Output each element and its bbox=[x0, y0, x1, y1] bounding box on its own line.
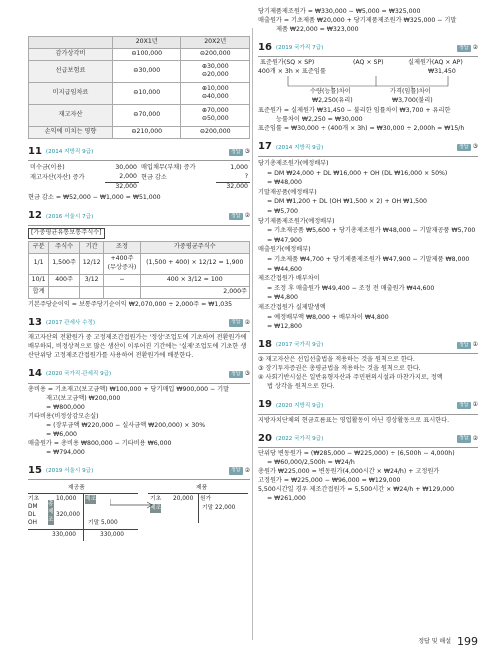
q15-line: 제품 ₩22,000 = ₩323,000 bbox=[276, 25, 359, 33]
q12-box-title: [가중평균유통보통주식수] bbox=[28, 228, 105, 239]
q19-answer: ① bbox=[472, 401, 478, 409]
q18-answer: ① bbox=[472, 340, 478, 348]
ledger1-cell: 기말 5,000 bbox=[88, 520, 118, 527]
answer-badge: 정답 bbox=[230, 148, 241, 155]
q17-line: 당기총제조원가(예정배부) bbox=[258, 159, 329, 167]
q17-line: 기말재공품(예정배부) bbox=[258, 188, 317, 196]
q17-line: = ₩5,700 bbox=[267, 207, 298, 215]
q17-line: = ₩44,600 bbox=[267, 265, 302, 273]
q17-line: 제조간접원가 배부차이 bbox=[258, 275, 320, 283]
q17-source: (2014 지방직 9급) bbox=[275, 144, 324, 151]
ledger1-vertical: 제 bbox=[48, 509, 54, 516]
q14-line: = ₩800,000 bbox=[46, 403, 85, 411]
q18-body bbox=[258, 356, 478, 392]
q18-line: ④ 사회기반시설은 일반유형자산과 주민편의시설과 마찬가지로, 정액 bbox=[258, 374, 443, 382]
table-cell: +400주 (무상증자) bbox=[104, 253, 140, 274]
q12-header bbox=[28, 209, 250, 226]
q17-line: = 기초제품 ₩4,700 + 당기제품제조원가 ₩47,900 − 기말제품 ₩8,000 bbox=[267, 256, 470, 263]
q13-answer: ② bbox=[244, 318, 250, 326]
left-column bbox=[28, 0, 250, 554]
q17-line: = 예정배부액 ₩8,000 + 배부차이 ₩4,800 bbox=[267, 313, 389, 321]
q14-line: 총비용 = 기초재고(보고금액) ₩100,000 + 당기매입 ₩900,000 − 기말 bbox=[28, 385, 230, 393]
q17-line: = 조정 후 매출원가 ₩49,400 − 조정 전 매출원가 ₩44,600 bbox=[267, 284, 435, 292]
table-cell bbox=[79, 286, 103, 298]
diag-top: 표준원가(SQ × SP) bbox=[260, 59, 315, 67]
q17-answer: ③ bbox=[472, 143, 478, 151]
ledger-cell: 미수금(이용) bbox=[30, 164, 65, 172]
q15-line: 당기제품제조원가 = ₩330,000 − ₩5,000 = ₩325,000 bbox=[258, 8, 421, 15]
q19-number: 19 bbox=[258, 399, 272, 411]
ledger1-cell: 기초 bbox=[28, 496, 40, 503]
diagram-lines bbox=[258, 59, 478, 107]
ledger1-total: 330,000 bbox=[52, 532, 76, 539]
q13-header bbox=[28, 316, 250, 333]
q17-line: = ₩12,800 bbox=[267, 323, 302, 331]
ledger-cell: 매입채무(부채) 증가 bbox=[140, 164, 196, 172]
column-header: 주식수 bbox=[49, 241, 80, 253]
transfer-arrow-icon bbox=[110, 497, 155, 509]
q15-source: (2019 서울시 9급) bbox=[45, 467, 94, 474]
ledger1-cell: 제조 bbox=[85, 496, 97, 503]
q14-number: 14 bbox=[28, 368, 42, 380]
row-value: ⊖70,000 bbox=[112, 104, 181, 126]
answer-badge: 정답 bbox=[230, 319, 241, 326]
q11-source: (2014 지방직 9급) bbox=[45, 149, 94, 156]
ledger-row bbox=[28, 183, 250, 192]
diag-bot: ₩3,700(불리) bbox=[392, 97, 433, 105]
q11-result: 현금 감소 = ₩52,000 − ₩1,000 = ₩51,000 bbox=[28, 194, 161, 202]
answer-badge: 정답 bbox=[458, 144, 469, 151]
answer-badge: 정답 bbox=[230, 467, 241, 474]
q17-line: = DM ₩24,000 + DL ₩16,000 + OH (DL ₩16,000 × 50%) bbox=[267, 169, 448, 177]
q20-source: (2022 국가직 9급) bbox=[275, 435, 324, 442]
q14-line: = (장부금액 ₩220,000 − 실사금액 ₩200,000) × 30% bbox=[46, 421, 206, 429]
ledger1-cell: OH bbox=[28, 520, 37, 527]
ledger-cell: 재고자산(자산) 증가 bbox=[30, 173, 85, 181]
page-footer bbox=[418, 634, 478, 650]
q15-answer: ② bbox=[244, 466, 250, 474]
ledger-cell: 현금 감소 bbox=[140, 173, 167, 181]
ledger2-cell: 20,000 bbox=[173, 496, 194, 503]
diag-bot: ₩2,250(유리) bbox=[312, 97, 353, 105]
table-cell: 12/12 bbox=[79, 253, 103, 274]
q15-number: 15 bbox=[28, 464, 42, 476]
q12-result: 기본주당순이익 = 보통주당기순이익 ₩2,070,000 ÷ 2,000주 = ₩1,035 bbox=[28, 300, 233, 308]
table-cell: (1,500 + 400) × 12/12 = 1,900 bbox=[140, 253, 249, 274]
q18-number: 18 bbox=[258, 338, 272, 350]
ledger-cell: 30,000 bbox=[115, 164, 137, 172]
q14-body bbox=[28, 386, 250, 458]
ledger1-midline bbox=[83, 493, 84, 541]
ledger2-midline bbox=[198, 493, 199, 523]
diag-val: 400개 × 3h × 표준임률 bbox=[258, 68, 326, 76]
q17-line: 당기제품제조원가(예정배부) bbox=[258, 217, 335, 225]
q14-line: 기타비용(비정상감모손실) bbox=[28, 412, 99, 420]
footer-label: 정답 및 해설 bbox=[418, 637, 451, 645]
q11-header bbox=[28, 145, 250, 162]
ledger2-cell: 기초 bbox=[150, 496, 162, 503]
th-y2: 20X2년 bbox=[181, 37, 250, 49]
diag-mid: 가격(임률)차이 bbox=[390, 88, 431, 96]
row-label: 손익에 미치는 영향 bbox=[29, 126, 113, 138]
row-label: 선급보험료 bbox=[29, 60, 113, 82]
answer-badge: 정답 bbox=[458, 435, 469, 442]
q16-answer: ② bbox=[472, 43, 478, 51]
table-row bbox=[29, 60, 250, 82]
q12-number: 12 bbox=[28, 210, 42, 222]
q16-number: 16 bbox=[258, 41, 272, 53]
table-cell: 10/1 bbox=[29, 274, 49, 286]
ledger-row bbox=[28, 164, 250, 173]
column-header: 기간 bbox=[79, 241, 103, 253]
table-cell: 400주 bbox=[49, 274, 80, 286]
ledger1-cell: DL bbox=[28, 512, 36, 519]
q20-line: 단위당 변동원가 = (₩285,000 − ₩225,000) ÷ (6,500h − 4,000h) bbox=[258, 450, 455, 458]
q18-source: (2017 국가직 9급) bbox=[275, 342, 324, 349]
table-cell: − bbox=[104, 274, 140, 286]
q14-line: = ₩794,000 bbox=[46, 448, 85, 456]
table-cell: 합계 bbox=[29, 286, 49, 298]
q16-line: 능률차이 ₩2,250 = ₩30,000 bbox=[276, 116, 363, 124]
table-row bbox=[29, 274, 250, 286]
ledger2-cell: 제조 bbox=[150, 505, 162, 512]
q14-line: = ₩6,000 bbox=[46, 430, 77, 438]
q12-answer: ② bbox=[244, 212, 250, 220]
column-divider bbox=[252, 28, 253, 640]
q17-line: = ₩48,000 bbox=[267, 179, 302, 187]
row-label: 재고자산 bbox=[29, 104, 113, 126]
row-label: 감가상각비 bbox=[29, 48, 113, 60]
answer-badge: 정답 bbox=[230, 213, 241, 220]
answer-badge: 정답 bbox=[230, 370, 241, 377]
diag-mid: 수량(능률)차이 bbox=[310, 88, 351, 96]
q14-header bbox=[28, 367, 250, 384]
table-row bbox=[29, 253, 250, 274]
ledger1-vertical: 조 bbox=[48, 517, 54, 524]
ledger-cell: ? bbox=[244, 173, 248, 181]
q20-body bbox=[258, 450, 478, 504]
q19-header bbox=[258, 398, 478, 415]
answer-badge: 정답 bbox=[458, 341, 469, 348]
table-cell bbox=[49, 286, 80, 298]
row-value: ⊖200,000 bbox=[181, 126, 250, 138]
table-cell: 400 × 3/12 = 100 bbox=[140, 274, 249, 286]
th-blank bbox=[29, 37, 113, 49]
row-value: ⊖100,000 bbox=[112, 48, 181, 60]
row-value: ⊕30,000 ⊖20,000 bbox=[181, 60, 250, 82]
q17-line: 제조간접원가 실제발생액 bbox=[258, 304, 326, 312]
q17-number: 17 bbox=[258, 141, 272, 153]
q13-number: 13 bbox=[28, 316, 42, 328]
ledger1-vertical: 총 bbox=[48, 501, 54, 508]
q18-line: ③ 재고자산은 선입선출법을 적용하는 것을 원칙으로 한다. bbox=[258, 356, 415, 364]
th-y1: 20X1년 bbox=[112, 37, 181, 49]
answer-badge: 정답 bbox=[458, 44, 469, 51]
ledger2-cell: 기말 22,000 bbox=[202, 505, 236, 512]
ledger-row bbox=[28, 173, 250, 182]
q20-line: = ₩261,000 bbox=[267, 495, 306, 503]
row-value: ⊖30,000 bbox=[112, 60, 181, 82]
q16-body bbox=[258, 107, 478, 134]
diag-top: 실제원가(AQ × AP) bbox=[408, 59, 463, 67]
q14-source: (2020 국가직·관세직 9급) bbox=[45, 371, 112, 378]
table-row bbox=[29, 104, 250, 126]
q18-header bbox=[258, 338, 478, 355]
table-cell: 1/1 bbox=[29, 253, 49, 274]
q17-line: = ₩47,900 bbox=[267, 236, 302, 244]
ledger-cell bbox=[28, 183, 105, 192]
page-number: 199 bbox=[457, 635, 478, 649]
row-value: ⊕70,000 ⊖50,000 bbox=[181, 104, 250, 126]
q19-text: 지방자치단체의 현금흐름표는 영업활동이 아닌 경상활동으로 표시한다. bbox=[258, 416, 450, 424]
ledger-cell bbox=[139, 183, 216, 192]
q20-number: 20 bbox=[258, 432, 272, 444]
column-header: 구분 bbox=[29, 241, 49, 253]
q13-text: 재고자산의 전환원가 중 고정제조간접원가는 '정상'조업도에 기초하여 전환원가에 배부하되, 비정상적으로 많은 생산이 이루어진 기간에는 '실제'조업도에 기초한 생산단위당 고정제조간접원가를 사용하여 전환원가에 배분한다. bbox=[28, 334, 247, 360]
row-value: ⊕10,000 ⊖40,000 bbox=[181, 82, 250, 104]
q17-line: = DM ₩1,200 + DL (OH ₩1,500 × 2) + OH ₩1,500 bbox=[267, 198, 427, 206]
right-column bbox=[258, 0, 478, 504]
q18-line: ③ 장기투자증권은 총평균법을 적용하는 것을 원칙으로 한다. bbox=[258, 365, 421, 373]
q20-line: 5,500시간일 경우 제조간접원가 = 5,500시간 × ₩24/h + ₩129,000 bbox=[258, 486, 455, 494]
q17-body bbox=[258, 159, 478, 332]
table-row bbox=[29, 126, 250, 138]
q16-source: (2019 국가직 7급) bbox=[275, 45, 324, 52]
q20-line: = ₩60,000/2,500h = ₩24/h bbox=[267, 459, 355, 467]
table-cell: 2,000주 bbox=[140, 286, 249, 298]
table-cell bbox=[104, 286, 140, 298]
q16-line: 표준임률 = ₩30,000 ÷ (400개 × 3h) = ₩30,000 ÷ 2,000h = ₩15/h bbox=[258, 125, 465, 133]
q12-source: (2016 서울시 7급) bbox=[45, 213, 94, 220]
ledger1-cell: 10,000 bbox=[56, 496, 77, 503]
table-row bbox=[29, 82, 250, 104]
ledger-cell: 32,000 bbox=[105, 183, 139, 192]
q15-line: 매출원가 = 기초제품 ₩20,000 + 당기제품제조원가 ₩325,000 − 기말 bbox=[258, 16, 457, 24]
row-label: 미지급임차료 bbox=[29, 82, 113, 104]
profit-effect-table bbox=[28, 36, 250, 139]
q16-header bbox=[258, 41, 478, 58]
q15-t-accounts bbox=[28, 484, 250, 554]
ledger1-cell: DM bbox=[28, 504, 38, 511]
variance-diagram bbox=[258, 59, 478, 107]
ledger1-title: 재공품 bbox=[68, 485, 85, 492]
q17-header bbox=[258, 140, 478, 157]
q15-header bbox=[28, 464, 250, 481]
column-header: 가중평균주식수 bbox=[140, 241, 249, 253]
diag-val: ₩31,450 bbox=[428, 68, 456, 76]
ledger-cell: 32,000 bbox=[216, 183, 250, 192]
q15-continued bbox=[258, 8, 478, 35]
table-row bbox=[29, 48, 250, 60]
answer-badge: 정답 bbox=[458, 401, 469, 408]
ledger2-cell: 원가 bbox=[200, 496, 212, 503]
ledger1-totalline bbox=[28, 529, 138, 530]
table-row bbox=[29, 286, 250, 298]
q14-line: 매출원가 = 총비용 ₩800,000 − 기타비용 ₩6,000 bbox=[28, 439, 172, 447]
column-header: 조정 bbox=[104, 241, 140, 253]
q11-number: 11 bbox=[28, 145, 42, 157]
q19-source: (2020 지방직 9급) bbox=[275, 402, 324, 409]
q14-answer: ③ bbox=[244, 370, 250, 378]
q20-header bbox=[258, 432, 478, 449]
q11-ledger bbox=[28, 164, 250, 192]
row-value: ⊖210,000 bbox=[112, 126, 181, 138]
q17-line: = ₩4,800 bbox=[267, 294, 298, 302]
q13-source: (2017 관세사 수정) bbox=[45, 320, 96, 326]
ledger1-cell: 320,000 bbox=[56, 512, 80, 519]
row-value: ⊖200,000 bbox=[181, 48, 250, 60]
q20-line: 고정원가 = ₩225,000 − ₩96,000 = ₩129,000 bbox=[258, 477, 401, 485]
q20-answer: ② bbox=[472, 434, 478, 442]
q16-line: 표준원가 = 실제원가 ₩31,450 − 불리한 임률차이 ₩3,700 + 유리한 bbox=[258, 107, 451, 115]
ledger-cell: 2,000 bbox=[119, 173, 137, 181]
row-value: ⊖10,000 bbox=[112, 82, 181, 104]
ledger1-total: 330,000 bbox=[100, 532, 124, 539]
q17-line: = 기초재공품 ₩5,600 + 당기총제조원가 ₩48,000 − 기말재공품 ₩5,700 bbox=[267, 227, 476, 235]
q20-line: 총원가 ₩225,000 = 변동원가(4,000시간 × ₩24/h) + 고정원가 bbox=[258, 468, 440, 476]
table-cell: 3/12 bbox=[79, 274, 103, 286]
q12-table bbox=[28, 241, 250, 299]
ledger2-title: 제품 bbox=[196, 485, 208, 492]
q17-line: 매출원가(예정배부) bbox=[258, 246, 311, 254]
table-cell: 1,500주 bbox=[49, 253, 80, 274]
diag-top: (AQ × SP) bbox=[353, 59, 384, 67]
ledger-cell: 1,000 bbox=[230, 164, 248, 172]
q18-line: 법 상각을 원칙으로 한다. bbox=[267, 383, 335, 391]
q11-answer: ③ bbox=[244, 147, 250, 155]
q14-line: 재고(보고금액) ₩200,000 bbox=[46, 394, 121, 402]
